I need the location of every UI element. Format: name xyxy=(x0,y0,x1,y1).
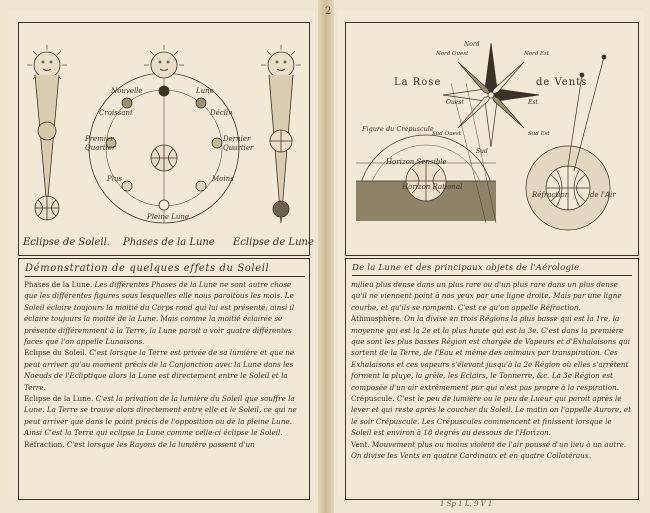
paragraph xyxy=(24,393,306,439)
solar-eclipse-figure xyxy=(27,45,67,220)
compass-label-nord-ouest: Nord Ouest xyxy=(436,51,469,57)
left-plate xyxy=(18,22,314,256)
paragraph xyxy=(24,439,306,450)
figure-crepuscule-label: Figure du Crépuscule xyxy=(362,125,434,133)
label-lune: Lune xyxy=(196,87,214,95)
paragraph-term: Phases de la Lune. xyxy=(24,280,93,289)
right-text-box xyxy=(345,258,639,500)
sun-icon xyxy=(144,45,184,78)
earth-icon xyxy=(35,196,59,220)
left-text-box xyxy=(18,258,310,500)
compass-label-sud: Sud xyxy=(476,148,488,155)
moon-icon xyxy=(38,122,56,140)
paragraph-term: Réfraction. xyxy=(24,439,65,449)
caption-eclipse-soleil: Eclipse de Soleil. xyxy=(23,237,110,248)
horizon-rational-label: Horizon Rational xyxy=(402,183,463,191)
horizon-sensible-label: Horizon Sensible xyxy=(386,158,447,166)
paragraph-text: C'est lorsque les Rayons de la lumière passent d'un xyxy=(66,439,255,449)
compass-label-nord: Nord xyxy=(464,41,480,48)
paragraph xyxy=(351,393,633,439)
moon-icon xyxy=(273,201,289,217)
compass-label-nord-est: Nord Est xyxy=(524,51,550,57)
label-premier: Premier xyxy=(85,135,114,143)
paragraph xyxy=(24,347,306,393)
earth-icon xyxy=(546,166,590,210)
paragraph-text: Mouvement plus ou moins violent de l'air poussé d'un lieu à un autre. On divise les Vents en quatre Cardinaux et en quatre Collatéraux. xyxy=(351,439,627,461)
label-dernier-quartier: Quartier xyxy=(223,144,254,152)
right-body-text xyxy=(351,279,633,462)
paragraph xyxy=(351,279,633,313)
paragraph-term: Crépuscule. xyxy=(351,394,395,404)
paragraph-text: C'est le peu de lumière ou le peu de Lueur qui paroit après le lever et qui reste après le coucher du Soleil. Le matin on l'appelle Aurore, et le soir Crépuscule. Les Crépuscules commencent et finissent lorsque le Soleil est environ à 18 degrés au dessous de l'Horizon. xyxy=(351,394,632,438)
rose-title-left: La Rose xyxy=(394,77,442,88)
right-plate xyxy=(345,22,639,256)
paragraph-term: Athmosphère. xyxy=(351,314,402,324)
compass-label-ouest: Ouest xyxy=(446,99,464,106)
rose-title-right: de Vents xyxy=(536,77,588,88)
label-premier-quartier: Quartier xyxy=(85,144,116,152)
compass-label-sud-est: Sud Est xyxy=(528,131,550,137)
right-heading: De la Lune et des principaux objets de l'Aérologie xyxy=(352,263,632,276)
earth-icon xyxy=(270,130,292,152)
paragraph-term: Eclipse du Soleil. xyxy=(24,348,87,358)
paragraph xyxy=(351,439,633,462)
paragraph-text: C'est la privation de la lumière du Soleil que souffre la Lune. La Terre se trouve alors directement entre elle et le Soleil, ce qui ne peut arriver que dans le point précis de l'opposition ou de la pleine Lune. Ainsi C'est la Terre qui eclipse la Lune comme celle-ci éclipse le Soleil. xyxy=(24,394,297,438)
label-moins: Moins xyxy=(212,175,234,183)
phases-orbit xyxy=(89,45,239,223)
paragraph-text: On la divise en trois Régions la plus basse qui est la 1re, la moyenne qui est la 2e et la plus haute qui est la 3e. C'est dans la première que sont les plus basses Région est chargée de Vapeurs et d'Exhalaisons qui sortent de la Terre, de l'Eau et même des animaux par transpiration. Ces Exhalaisons et ces vapeurs s'élevant jusqu'à la 2e Région où elles s'arrêtent forment la pluye, la grêle, les Eclairs, le Tonnerre, &c. La 3e Région est composée d'un air extrêmement pur qui n'est pas propre à la respiration. xyxy=(351,314,630,392)
label-declin: Déclin xyxy=(210,109,233,117)
earth-icon xyxy=(151,145,177,171)
compass-label-est: Est xyxy=(528,99,538,106)
aerology-illustration xyxy=(346,23,638,255)
lunar-eclipse-figure xyxy=(261,45,301,223)
book-gutter xyxy=(318,0,334,513)
paragraph xyxy=(351,313,633,393)
paragraph-term: Eclipse de la Lune. xyxy=(24,394,94,404)
caption-eclipse-lune: Eclipse de Lune xyxy=(233,237,314,248)
air-label: de l'Air xyxy=(590,191,616,199)
paragraph xyxy=(24,279,306,347)
label-pleine-lune: Pleine Lune xyxy=(147,213,190,221)
right-page xyxy=(337,10,644,496)
refraction-label: Réfraction xyxy=(532,191,570,199)
twilight-figure xyxy=(356,83,496,223)
bottom-pencil-note: 1 Sp 1 L, 9 V 1 xyxy=(440,500,493,508)
paragraph-term: Vent. xyxy=(351,439,370,449)
left-heading: Démonstration de quelques effets du Soleil xyxy=(25,263,305,277)
caption-phases: Phases de la Lune xyxy=(123,237,215,248)
label-nouvelle: Nouvelle xyxy=(111,87,143,95)
left-page xyxy=(8,10,315,496)
earth-icon xyxy=(406,161,446,201)
paragraph-text: milieu plus dense dans un plus rare ou d'un plus rare dans un plus dense qu'il ne viennent point à nos yeux par une ligne droite. Mais par une ligne courbe, et qu'ils se rompent. C'est ce qu'on appelle Réfraction. xyxy=(351,280,622,312)
compass-label-sud-ouest: Sud Ouest xyxy=(432,131,461,137)
label-dernier: Dernier xyxy=(223,135,251,143)
paragraph-text: C'est lorsque la Terre est privée de sa lumière et que ne peut arriver qu'au moment précis de la Conjonction avec la Lune dans les Noeuds de l'Ecliptique alors la Lune est directement entre le Soleil et la Terre. xyxy=(24,348,295,392)
label-croissant: Croissant xyxy=(99,109,133,117)
left-body-text xyxy=(24,279,306,450)
sun-icon xyxy=(261,45,301,78)
folio-number: 2 xyxy=(325,6,332,17)
paragraph-text: Les différentes Phases de la Lune ne sont autre chose que les différentes figures sous lesquelles elle nous paroitous les mois. Le Soleil éclaire toujours la moitié du Corps rond qui lui est présenté; ainsi il éclaire toujours la moitié de la Lune. Mais comme la moitié éclairée se présente différemment à la Terre, la Lune paroit a voir quatre différentes faces que l'on appelle Lunaisons. xyxy=(24,280,295,347)
label-plus: Plus xyxy=(107,175,123,183)
